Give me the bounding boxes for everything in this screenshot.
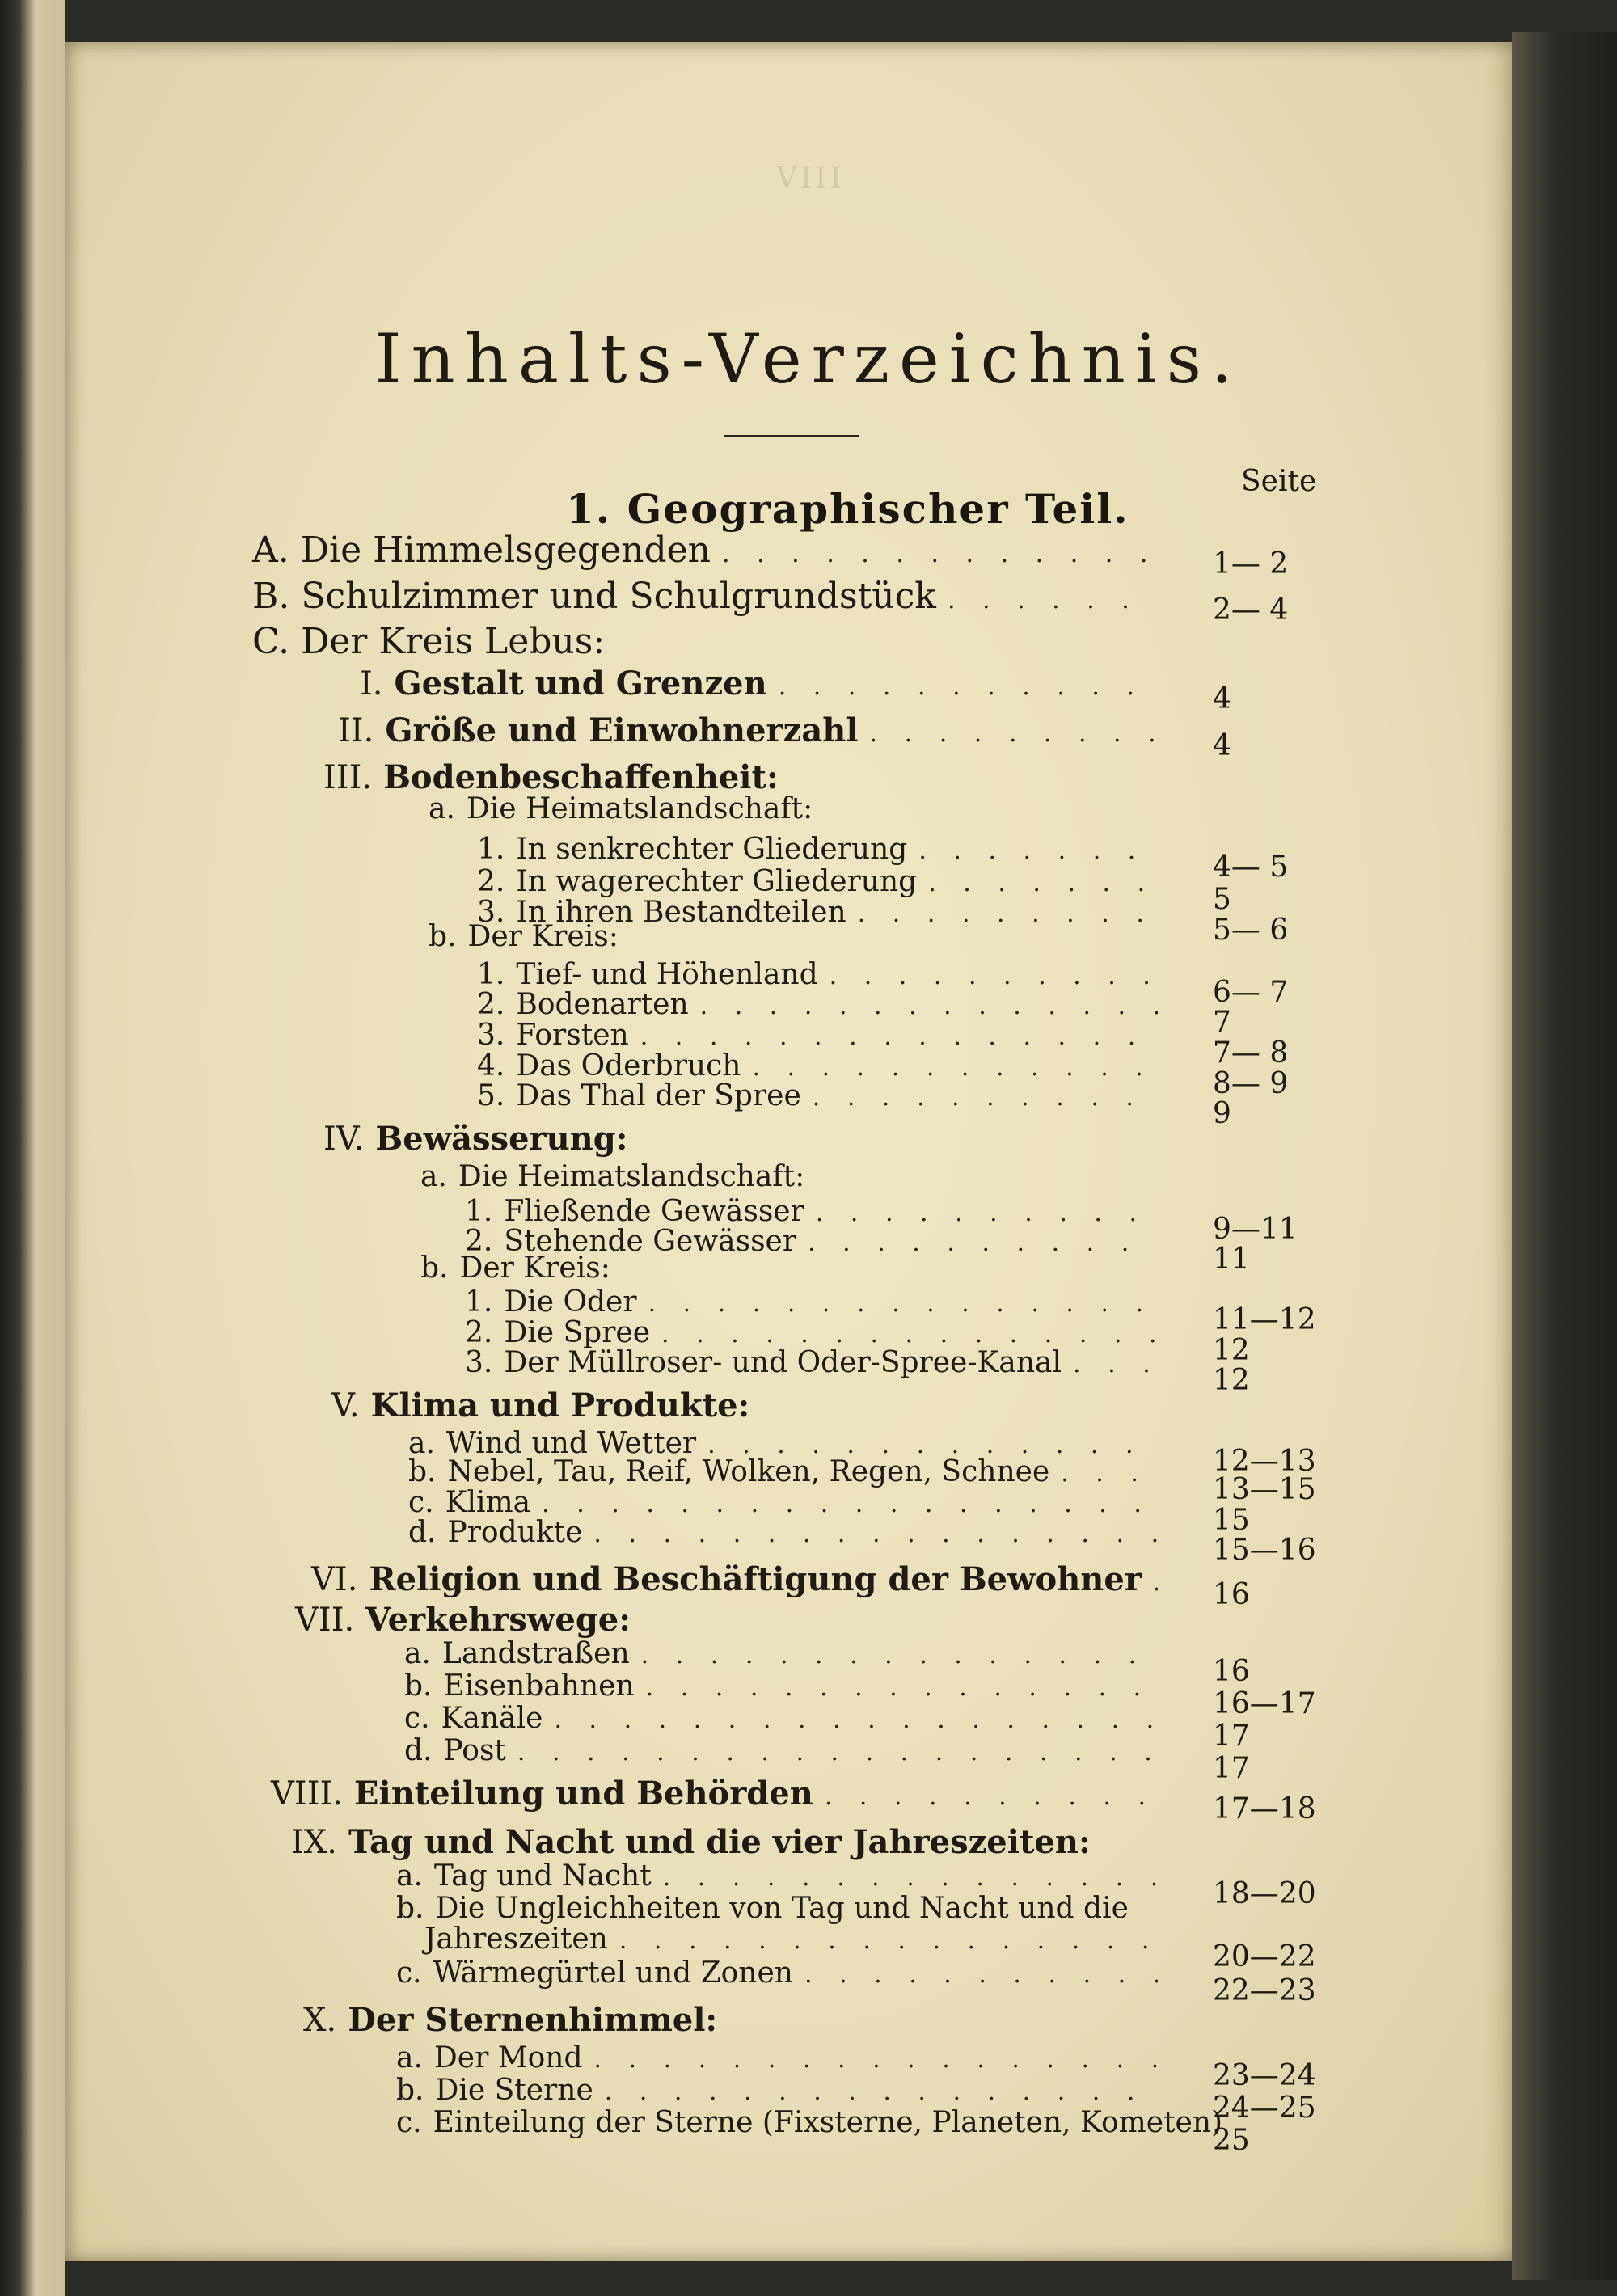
toc-entry-number: b. (420, 1251, 449, 1285)
page-title: Inhalts-Verzeichnis. (374, 319, 1243, 399)
toc-entry (252, 621, 1164, 662)
toc-entry-page: 24—25 (1213, 2091, 1316, 2125)
toc-entry-label: Landstraßen (441, 1637, 630, 1670)
toc-entry-number: b. (396, 1892, 424, 1925)
leader-dots (948, 586, 1158, 614)
toc-entry-number: IV. (323, 1121, 365, 1158)
toc-entry-label: Tief- und Höhenland (516, 958, 818, 991)
toc-entry-number: b. (408, 1455, 437, 1488)
leader-dots (661, 1320, 1158, 1348)
toc-entry-label: Der Kreis Lebus: (301, 621, 606, 662)
leader-dots (641, 1641, 1158, 1669)
leader-dots (605, 2078, 1158, 2106)
toc-entry-number: X. (303, 2002, 337, 2039)
toc-entry (252, 576, 1289, 627)
toc-entry-number: 3. (477, 1019, 505, 1052)
toc-entry-label: Der Kreis: (467, 920, 619, 953)
leader-dots (813, 1083, 1158, 1112)
toc-entry-number: IX. (291, 1824, 337, 1861)
toc-entry-number: 1. (477, 958, 505, 991)
toc-entry-number: a. (396, 2041, 423, 2074)
toc-entry-page: 7— 8 (1213, 1036, 1289, 1070)
toc-entry-page: 12—13 (1213, 1445, 1316, 1478)
toc-entry-label: Einteilung und Behörden (354, 1775, 813, 1813)
toc-entry-label: Das Thal der Spree (516, 1079, 801, 1112)
toc-entry (465, 1346, 1250, 1397)
leader-dots (542, 1490, 1158, 1518)
toc-entry-page: 4 (1213, 729, 1231, 762)
section-heading: 1. Geographischer Teil. (566, 485, 1129, 533)
toc-entry-page: 12 (1213, 1334, 1250, 1367)
toc-entry-label: Nebel, Tau, Reif, Wolken, Regen, Schnee (447, 1455, 1050, 1488)
toc-entry-page: 4— 5 (1213, 850, 1289, 884)
toc-entry-page: 11—12 (1213, 1303, 1316, 1336)
toc-entry (408, 1516, 1316, 1567)
leader-dots (825, 1783, 1158, 1811)
toc-entry-page: 17 (1213, 1752, 1250, 1785)
toc-entry-label: Die Ungleichheiten von Tag und Nacht und die (435, 1892, 1129, 1925)
toc-entry-number: b. (404, 1669, 433, 1703)
leader-dots (640, 1023, 1158, 1051)
page-column-label: Seite (1241, 465, 1317, 498)
toc-entry-label: Fließende Gewässer (504, 1195, 804, 1228)
toc-entry-label: Produkte (447, 1516, 583, 1549)
toc-entry-page: 16 (1213, 1578, 1250, 1611)
toc-entry-label: Eisenbahnen (443, 1669, 635, 1703)
toc-entry-number: a. (420, 1160, 447, 1193)
toc-entry-label: Die Oder (504, 1285, 637, 1319)
toc-entry-number: d. (408, 1516, 437, 1549)
toc-entry-page: 12 (1213, 1364, 1250, 1397)
toc-entry (396, 2106, 1250, 2157)
toc-entry-number: a. (408, 1427, 435, 1460)
leader-dots (619, 1927, 1158, 1955)
toc-entry-label: Kanäle (441, 1702, 543, 1735)
toc-entry-label: Der Mond (433, 2041, 583, 2074)
toc-entry-label: In wagerechter Gliederung (516, 865, 918, 898)
toc-entry-label: Schulzimmer und Schulgrundstück (301, 576, 936, 617)
toc-entry-page: 20—22 (1213, 1940, 1316, 1973)
leader-dots (752, 1053, 1158, 1082)
toc-entry-label: Jahreszeiten (424, 1922, 608, 1956)
leader-dots (648, 1289, 1158, 1318)
toc-entry-page: 17—18 (1213, 1792, 1316, 1825)
toc-entry-number: d. (404, 1734, 433, 1767)
toc-entry-number: A. (252, 530, 289, 571)
toc-entry (338, 711, 1231, 762)
leader-dots (554, 1706, 1158, 1734)
toc-entry-page: 23—24 (1213, 2059, 1316, 2092)
toc-entry-number: 2. (477, 988, 505, 1021)
toc-entry (404, 1734, 1250, 1785)
toc-entry (477, 1079, 1231, 1130)
toc-entry-number: c. (404, 1702, 430, 1735)
toc-entry-label: Stehende Gewässer (504, 1225, 797, 1258)
toc-entry-label: Klima und Produkte: (370, 1386, 750, 1424)
toc-entry-page: 5— 6 (1213, 914, 1289, 947)
toc-entry-label: Die Himmelsgegenden (300, 530, 711, 571)
toc-entry (420, 1251, 1164, 1289)
toc-entry-label: Der Sternenhimmel: (348, 2001, 718, 2039)
toc-entry-number: VI. (311, 1561, 358, 1598)
toc-entry (303, 2001, 1164, 2038)
leader-dots (870, 720, 1158, 748)
toc-entry-number: V. (331, 1387, 360, 1424)
toc-entry-label: Tag und Nacht und die vier Jahreszeiten: (348, 1823, 1091, 1861)
toc-entry-label: Der Kreis: (459, 1251, 610, 1285)
toc-entry-page: 18—20 (1213, 1877, 1316, 1910)
toc-entry-number: c. (396, 1956, 422, 1990)
toc-entry-number: 4. (477, 1049, 505, 1083)
toc-entry-number: 3. (477, 896, 505, 929)
toc-entry-label: Forsten (516, 1019, 629, 1052)
toc-entry (295, 1601, 1164, 1638)
leader-dots (830, 962, 1158, 990)
toc-entry-number: 2. (465, 1316, 493, 1349)
toc-entry-label: Bodenbeschaffenheit: (383, 758, 779, 796)
toc-entry (420, 1160, 1164, 1197)
toc-entry-page: 16 (1213, 1655, 1250, 1688)
toc-entry-page: 2— 4 (1213, 593, 1289, 627)
leader-dots (594, 2045, 1159, 2074)
toc-entry-page: 6— 7 (1213, 976, 1289, 1009)
toc-entry-number: I. (360, 665, 383, 703)
leader-dots (646, 1673, 1158, 1702)
toc-entry-page: 7 (1213, 1006, 1231, 1039)
toc-entry-label: Tag und Nacht (433, 1859, 652, 1893)
leader-dots (779, 673, 1158, 701)
toc-entry-number: 1. (465, 1285, 493, 1319)
toc-entry-number: II. (338, 712, 374, 749)
leader-dots (1073, 1350, 1158, 1378)
toc-entry-label: Größe und Einwohnerzahl (385, 711, 859, 749)
leader-dots (1061, 1459, 1158, 1488)
toc-entry (311, 1560, 1250, 1611)
leader-dots (593, 1520, 1158, 1548)
toc-entry-label: Die Heimatslandschaft: (458, 1160, 805, 1193)
toc-entry-page: 13—15 (1213, 1473, 1316, 1506)
title-divider (724, 435, 859, 437)
toc-entry-label: Die Spree (504, 1316, 651, 1349)
toc-entry-page: 15—16 (1213, 1534, 1316, 1567)
toc-entry-number: b. (429, 920, 457, 953)
toc-entry-page: 25 (1213, 2124, 1250, 2157)
toc-entry-number: B. (252, 576, 290, 617)
toc-entry-label: Wärmegürtel und Zonen (433, 1956, 793, 1990)
toc-entry (323, 758, 1164, 796)
leader-dots (722, 540, 1158, 568)
toc-entry-number: 2. (477, 865, 505, 898)
toc-entry (291, 1823, 1164, 1860)
toc-entry-number: 1. (465, 1195, 493, 1228)
toc-entry-label: In senkrechter Gliederung (516, 833, 908, 866)
toc-entry-page: 4 (1213, 682, 1231, 715)
toc-entry-number: a. (396, 1859, 423, 1893)
toc-entry (323, 1120, 1164, 1157)
toc-entry-page: 15 (1213, 1504, 1250, 1537)
toc-entry-page: 9 (1213, 1097, 1231, 1130)
toc-entry-page: 1— 2 (1213, 547, 1289, 580)
toc-entry-number: a. (404, 1637, 431, 1670)
toc-entry-number: 1. (477, 833, 505, 866)
toc-entry-number: c. (396, 2106, 422, 2139)
toc-entry-number: c. (408, 1486, 434, 1519)
toc-entry-label: Bodenarten (516, 988, 689, 1021)
toc-entry-number: C. (252, 621, 290, 662)
toc-entry-page: 9—11 (1213, 1213, 1298, 1246)
toc-entry-number: b. (396, 2074, 424, 2107)
toc-entry-label: Bewässerung: (375, 1120, 628, 1158)
toc-entry-page: 8— 9 (1213, 1067, 1289, 1100)
toc-entry-page: 16—17 (1213, 1687, 1316, 1720)
toc-entry-page: 22—23 (1213, 1974, 1316, 2007)
leader-dots (517, 1738, 1158, 1766)
toc-entry-label: Wind und Wetter (445, 1427, 697, 1460)
toc-entry (360, 665, 1231, 715)
toc-entry-label: Post (443, 1734, 506, 1767)
leader-dots (928, 869, 1158, 897)
leader-dots (700, 992, 1158, 1020)
toc-entry-label: Gestalt und Grenzen (394, 665, 767, 703)
toc-entry-label: Die Heimatslandschaft: (466, 792, 813, 825)
toc-entry-label: In ihren Bestandteilen (516, 896, 846, 929)
toc-entry (252, 530, 1289, 580)
toc-entry-page: 11 (1213, 1243, 1250, 1276)
toc-entry-number: VIII. (271, 1775, 344, 1813)
leader-dots (816, 1199, 1158, 1227)
toc-entry-number: VII. (295, 1602, 355, 1639)
toc-entry-label: Die Sterne (435, 2074, 593, 2107)
toc-entry-label: Das Oderbruch (516, 1049, 741, 1083)
toc-entry-label: Der Müllroser- und Oder-Spree-Kanal (504, 1346, 1062, 1379)
leader-dots (1153, 1568, 1158, 1597)
toc-entry (429, 920, 1164, 957)
leader-dots (918, 837, 1158, 865)
toc-entry (271, 1775, 1316, 1825)
toc-entry-page: 17 (1213, 1720, 1250, 1753)
toc-entry-label: Verkehrswege: (365, 1601, 631, 1639)
toc-entry-number: a. (429, 792, 455, 825)
ghost-page-number: VIII (776, 162, 845, 195)
toc-entry-label: Religion und Beschäftigung der Bewohner (369, 1560, 1142, 1598)
toc-entry-number: 3. (465, 1346, 493, 1379)
toc-entry (331, 1386, 1164, 1424)
toc-entry-label: Klima (445, 1486, 531, 1519)
leader-dots (663, 1863, 1158, 1892)
toc-entry (429, 792, 1164, 829)
toc-entry-number: 2. (465, 1225, 493, 1258)
leader-dots (804, 1960, 1158, 1989)
toc-entry-label: Einteilung der Sterne (Fixsterne, Planeten, Kometen) (433, 2106, 1223, 2139)
toc-entry-page: 5 (1213, 883, 1231, 916)
toc-entry-number: III. (323, 759, 373, 796)
toc-entry-number: 5. (477, 1079, 505, 1112)
